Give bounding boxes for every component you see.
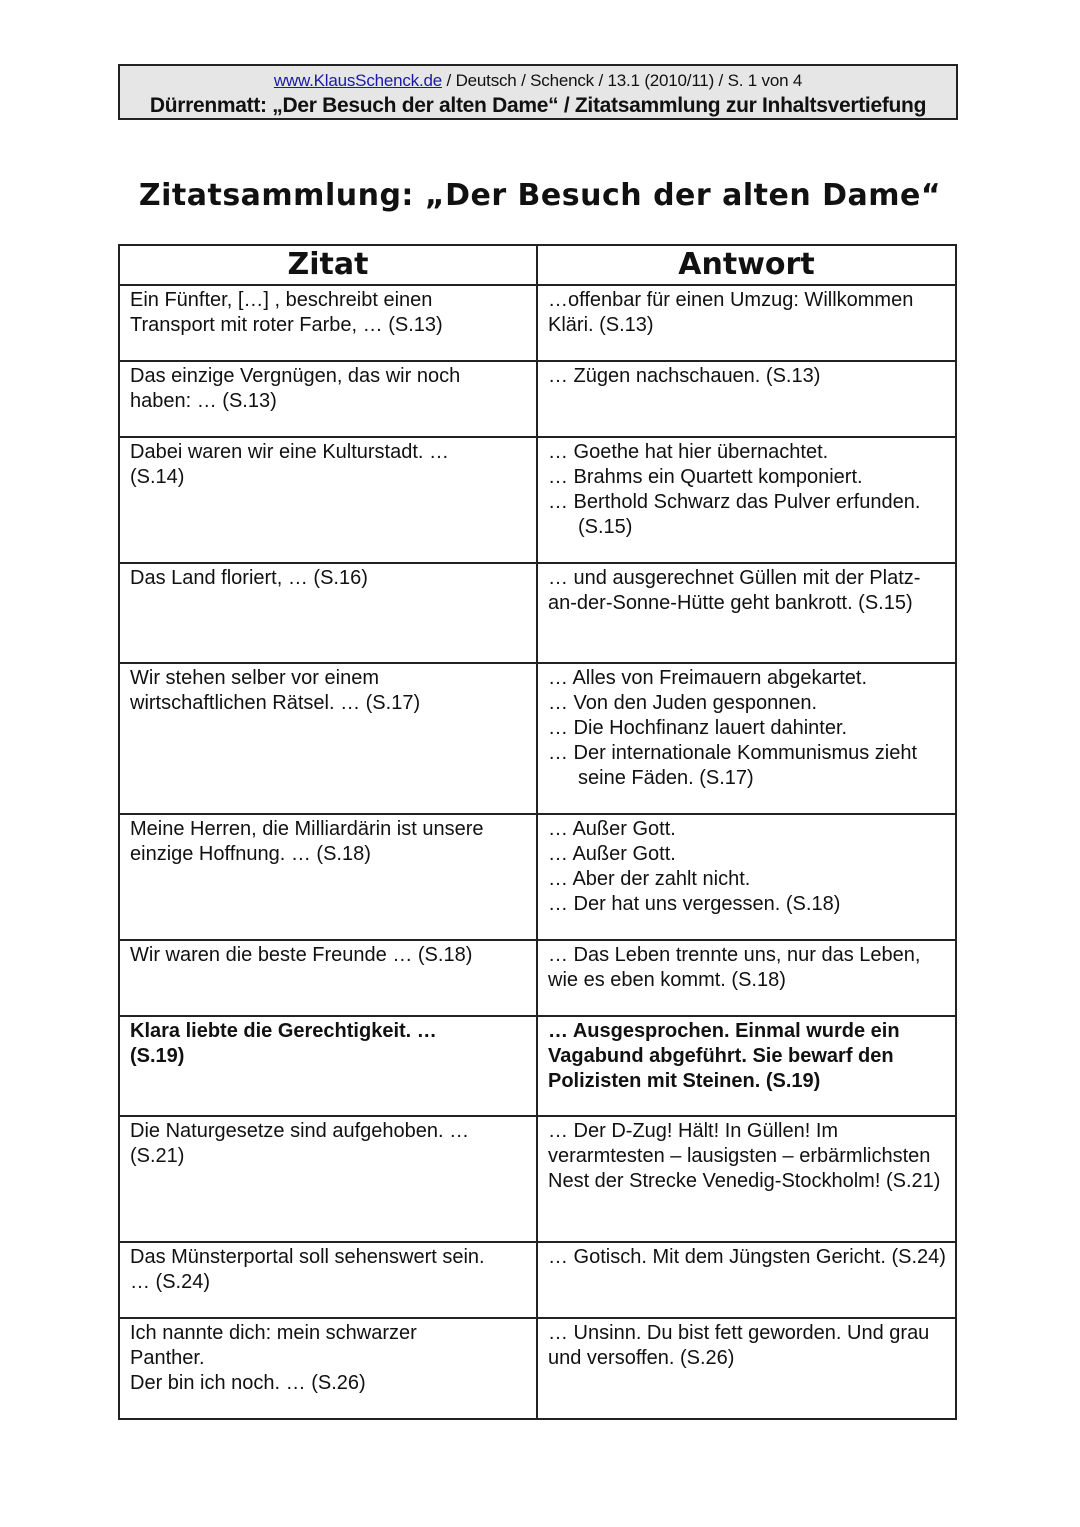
quote-text: Das Land floriert, … (S.16) [130, 567, 368, 589]
quote-cell [119, 437, 537, 563]
answer-line: … Alles von Freimauern abgekartet. [548, 667, 868, 689]
table-row [119, 563, 956, 663]
table-row [119, 663, 956, 814]
quote-text: Das Münsterportal soll sehenswert sein. … (S.24) [130, 1246, 485, 1293]
quote-table [118, 244, 957, 1420]
quote-cell [119, 1242, 537, 1318]
quote-cell [119, 940, 537, 1016]
quote-text: Die Naturgesetze sind aufgehoben. … (S.21) [130, 1120, 470, 1167]
answer-line: … Brahms ein Quartett komponiert. [548, 466, 863, 488]
answer-line: … Der internationale Kommunismus zieht seine Fäden. (S.17) [548, 742, 918, 789]
answer-line: … Ausgesprochen. Einmal wurde ein Vagabund abgeführt. Sie bewarf den Polizisten mit Steinen. (S.19) [548, 1020, 900, 1092]
answer-line: … Außer Gott. [548, 843, 676, 865]
answer-line: … Das Leben trennte uns, nur das Leben, wie es eben kommt. (S.18) [548, 944, 921, 991]
quote-text: Dabei waren wir eine Kulturstadt. … (S.14) [130, 441, 450, 488]
answer-cell [537, 285, 956, 361]
quote-cell [119, 814, 537, 940]
quote-text: Wir stehen selber vor einem wirtschaftlichen Rätsel. … (S.17) [130, 667, 421, 714]
quote-table-body [119, 285, 956, 1419]
answer-line: … Die Hochfinanz lauert dahinter. [548, 717, 848, 739]
answer-line: … und ausgerechnet Güllen mit der Platz-an-der-Sonne-Hütte geht bankrott. (S.15) [548, 567, 921, 614]
quote-cell [119, 563, 537, 663]
column-header-quote: Zitat [119, 245, 537, 285]
answer-line: … Berthold Schwarz das Pulver erfunden. (S.15) [548, 491, 921, 538]
table-row [119, 285, 956, 361]
answer-line: … Der D-Zug! Hält! In Güllen! Im verarmtesten – lausigsten – erbärmlichsten Nest der Strecke Venedig-Stockholm! (S.21) [548, 1120, 941, 1192]
answer-line: … Gotisch. Mit dem Jüngsten Gericht. (S.24) [548, 1246, 946, 1268]
quote-text: Meine Herren, die Milliardärin ist unsere einzige Hoffnung. … (S.18) [130, 818, 484, 865]
answer-line: … Aber der zahlt nicht. [548, 868, 751, 890]
header-topic: Dürrenmatt: „Der Besuch der alten Dame“ / Zitatsammlung zur Inhaltsvertiefung [149, 94, 927, 117]
table-row [119, 1242, 956, 1318]
quote-text: Klara liebte die Gerechtigkeit. … (S.19) [130, 1020, 437, 1067]
quote-cell [119, 663, 537, 814]
answer-cell [537, 940, 956, 1016]
answer-cell [537, 1116, 956, 1242]
answer-line: … Außer Gott. [548, 818, 676, 840]
answer-cell [537, 1242, 956, 1318]
quote-text: Wir waren die beste Freunde … (S.18) [130, 944, 473, 966]
quote-text: Das einzige Vergnügen, das wir noch haben: … (S.13) [130, 365, 461, 412]
page-title: Zitatsammlung: „Der Besuch der alten Dame“ [138, 178, 942, 213]
answer-cell [537, 663, 956, 814]
answer-cell [537, 1016, 956, 1116]
table-row [119, 1116, 956, 1242]
answer-cell [537, 361, 956, 437]
table-row [119, 361, 956, 437]
answer-line: … Von den Juden gesponnen. [548, 692, 818, 714]
column-header-answer: Antwort [537, 245, 956, 285]
answer-line: … Der hat uns vergessen. (S.18) [548, 893, 841, 915]
answer-cell [537, 814, 956, 940]
quote-cell [119, 1116, 537, 1242]
header-source-line [120, 71, 956, 91]
website-link[interactable]: www.KlausSchenck.de [273, 71, 443, 90]
document-header [118, 64, 958, 120]
table-row [119, 940, 956, 1016]
quote-cell [119, 1318, 537, 1419]
answer-cell [537, 1318, 956, 1419]
table-row [119, 814, 956, 940]
answer-line: … Unsinn. Du bist fett geworden. Und grau und versoffen. (S.26) [548, 1322, 930, 1369]
quote-cell [119, 285, 537, 361]
quote-cell [119, 1016, 537, 1116]
table-row [119, 1016, 956, 1116]
table-row [119, 437, 956, 563]
answer-line: … Goethe hat hier übernachtet. [548, 441, 829, 463]
table-row [119, 1318, 956, 1419]
quote-cell [119, 361, 537, 437]
table-header-row [119, 245, 956, 285]
answer-cell [537, 437, 956, 563]
answer-cell [537, 563, 956, 663]
header-course-info: / Deutsch / Schenck / 13.1 (2010/11) / S. 1 von 4 [442, 71, 803, 90]
quote-text: Ich nannte dich: mein schwarzer Panther. Der bin ich noch. … (S.26) [130, 1322, 417, 1394]
quote-text: Ein Fünfter, […] , beschreibt einen Transport mit roter Farbe, … (S.13) [130, 289, 443, 336]
answer-line: …offenbar für einen Umzug: Willkommen Kläri. (S.13) [548, 289, 914, 336]
answer-line: … Zügen nachschauen. (S.13) [548, 365, 821, 387]
